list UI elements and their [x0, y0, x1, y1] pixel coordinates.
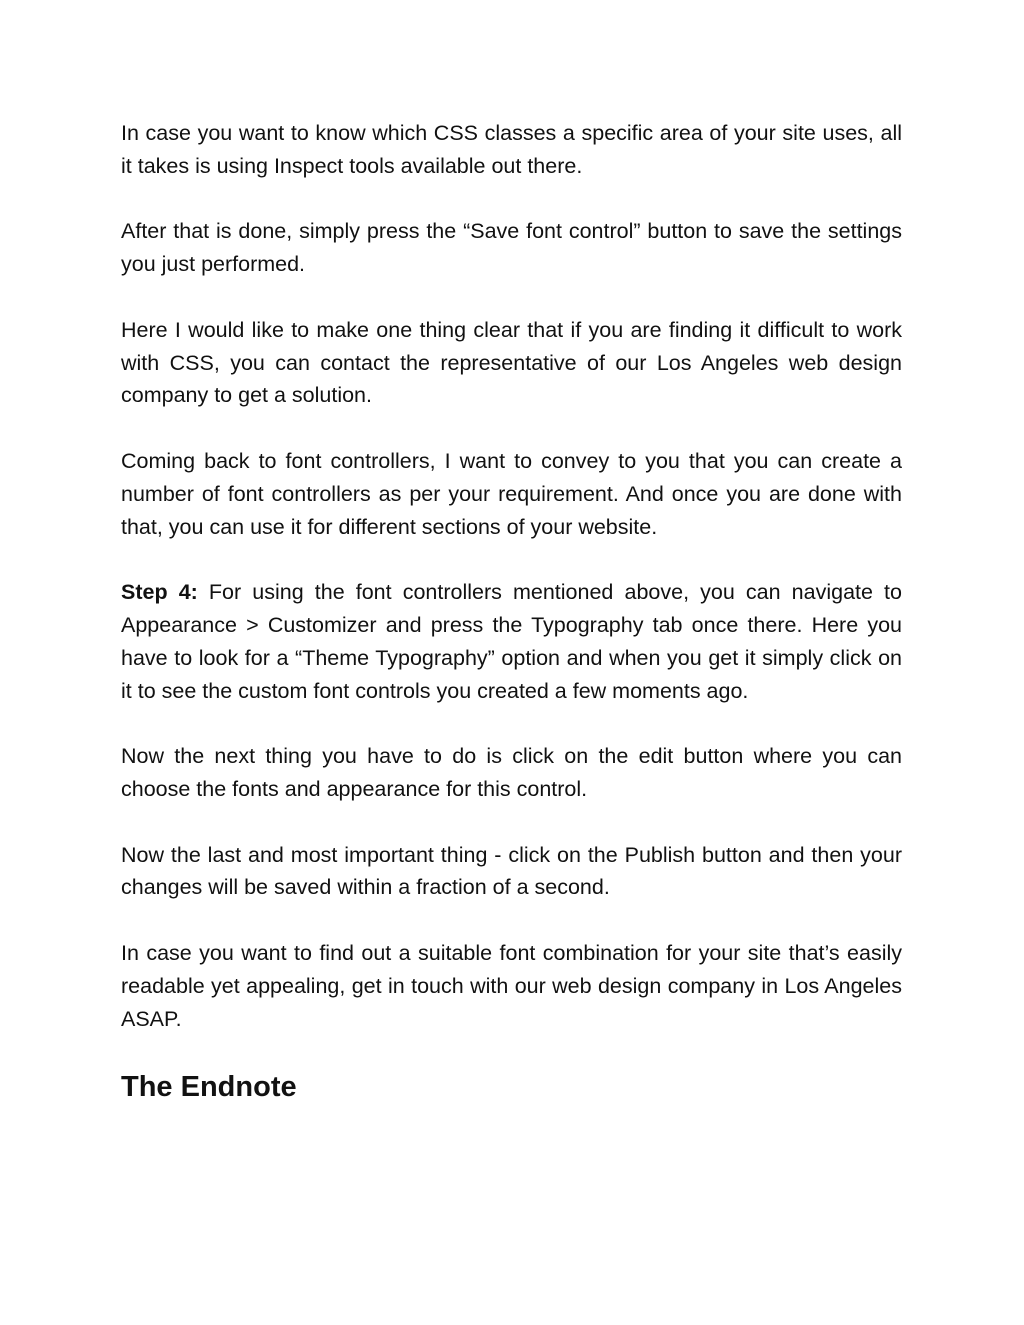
step-4-label: Step 4:: [121, 580, 198, 605]
step-4-text: For using the font controllers mentioned above, you can navigate to Appearance > Customizer and press the Typography tab once there. Here you have to look for a “Theme Typography” option and when you get it simply click on it to see the custom font controls you created a few moments ago.: [121, 580, 902, 703]
section-heading: The Endnote: [121, 1071, 297, 1104]
paragraph-step-4: [121, 576, 902, 707]
paragraph-font-controllers: Coming back to font controllers, I want to convey to you that you can create a number of font controllers as per your requirement. And once you are done with that, you can use it for different sections of your website.: [121, 448, 902, 539]
document-body: [121, 117, 902, 1105]
paragraph-font-combination: In case you want to find out a suitable font combination for your site that’s easily readable yet appealing, get in touch with our web design company in Los Angeles ASAP.: [121, 940, 902, 1031]
paragraph-inspect-tools: In case you want to know which CSS classes a specific area of your site uses, all it takes is using Inspect tools available out there.: [121, 121, 902, 178]
paragraph-edit-button: Now the next thing you have to do is click on the edit button where you can choose the fonts and appearance for this control.: [121, 744, 902, 801]
paragraph-css-help: Here I would like to make one thing clear that if you are finding it difficult to work with CSS, you can contact the representative of our Los Angeles web design company to get a solution.: [121, 317, 902, 408]
paragraph-save-font-control: After that is done, simply press the “Save font control” button to save the settings you just performed.: [121, 219, 902, 277]
paragraph-publish-button: Now the last and most important thing - click on the Publish button and then your changes will be saved within a fraction of a second.: [121, 842, 902, 900]
